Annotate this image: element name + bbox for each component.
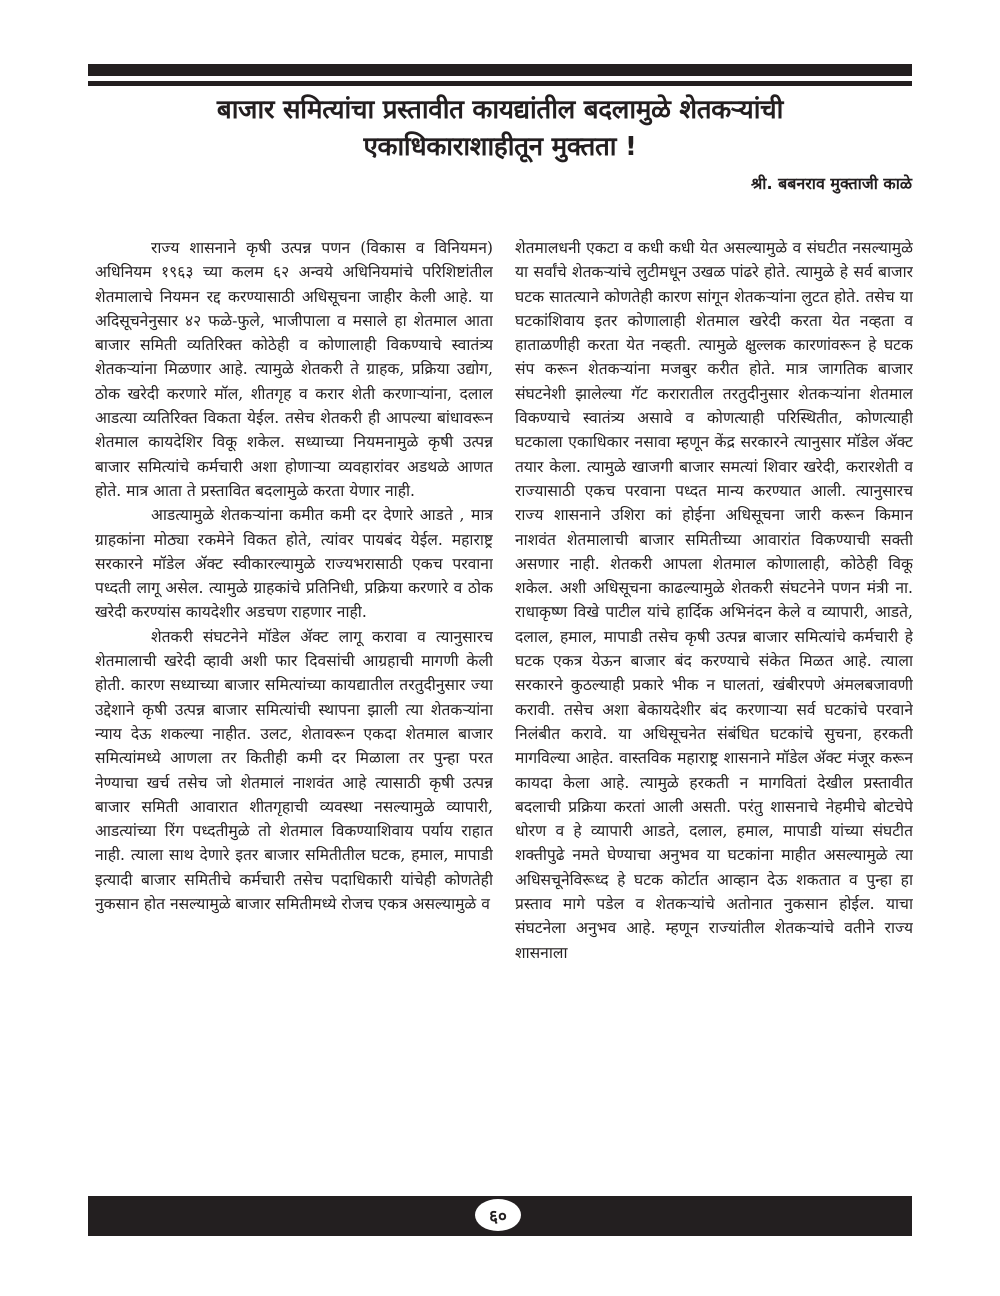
right-column [515,236,913,1186]
paragraph: आडत्यामुळे शेतकऱ्यांना कमीत कमी दर देणारे आडते , मात्र ग्राहकांना मोठ्या रकमेने विकत होते, त्यांवर पायबंद येईल. महाराष्ट्र सरकारने मॉडेल ॲक्ट स्वीकारल्यामुळे राज्यभरासाठी एकच परवाना पध्दती लागू असेल. त्यामुळे ग्राहकांचे प्रतिनिधी, प्रक्रिया करणारे व ठोक खरेदी करण्यांस कायदेशीर अडचण राहणार नाही. [95,506,493,622]
header-rule-thin [88,81,912,86]
article-title-line-2: एकाधिकाराशाहीतून मुक्तता ! [363,132,637,162]
article-title-line-1: बाजार समित्यांचा प्रस्तावीत कायद्यांतील बदलामुळे शेतकऱ्यांची [216,95,784,125]
paragraph: शेतमालधनी एकटा व कधी कधी येत असल्यामुळे व संघटीत नसल्यामुळे या सर्वांचे शेतकऱ्यांचे लुटीमधून उखळ पांढरे होते. त्यामुळे हे सर्व बाजार घटक सातत्याने कोणतेही कारण सांगून शेतकऱ्यांना लुटत होते. तसेच या घटकांशिवाय इतर कोणालाही शेतमाल खरेदी करता येत नव्हता व हाताळणीही करता येत नव्हती. त्यामुळे क्षुल्लक कारणांवरून हे घटक संप करून शेतकऱ्यांना मजबुर करीत होते. मात्र जागतिक बाजार संघटनेशी झालेल्या गॅट करारातील तरतुदीनुसार शेतकऱ्यांना शेतमाल विकण्याचे स्वातंत्र्य असावे व कोणत्याही परिस्थितीत, कोणत्याही घटकाला एकाधिकार नसावा म्हणून केंद्र सरकारने त्यानुसार मॉडेल ॲक्ट तयार केला. त्यामुळे खाजगी बाजार समत्यां शिवार खरेदी, करारशेती व राज्यासाठी एकच परवाना पध्दत मान्य करण्यात आली. त्यानुसारच राज्य शासनाने उशिरा कां होईना अधिसूचना जारी करून किमान नाशवंत शेतमालाची बाजार समितीच्या आवारांत विकण्याची सक्ती असणार नाही. शेतकरी आपला शेतमाल कोणालाही, कोठेही विकू शकेल. अशी अधिसूचना काढल्यामुळे शेतकरी संघटनेने पणन मंत्री ना. राधाकृष्ण विखे पाटील यांचे हार्दिक अभिनंदन केले व व्यापारी, आडते, दलाल, हमाल, मापाडी तसेच कृषी उत्पन्न बाजार समित्यांचे कर्मचारी हे घटक एकत्र येऊन बाजार बंद करण्याचे संकेत मिळत आहे. त्याला सरकारने कुठल्याही प्रकारे भीक न घालतां, खंबीरपणे अंमलबजावणी करावी. तसेच अशा बेकायदेशीर बंद करणाऱ्या सर्व घटकांचे परवाने निलंबीत करावे. या अधिसूचनेत संबंधित घटकांचे सुचना, हरकती मागविल्या आहेत. वास्तविक महाराष्ट्र शासनाने मॉडेल ॲक्ट मंजूर करून कायदा केला आहे. त्यामुळे हरकती न मागवितां देखील प्रस्तावीत बदलाची प्रक्रिया करतां आली असती. परंतु शासनाचे नेहमीचे बोटचेपे धोरण व हे व्यापारी आडते, दलाल, हमाल, मापाडी यांच्या संघटीत शक्तीपुढे नमते घेण्याचा अनुभव या घटकांना माहीत असल्यामुळे त्या अधिसचूनेविरूध्द हे घटक कोर्टात आव्हान देऊ शकतात व पुन्हा हा प्रस्ताव मागे पडेल व शेतकऱ्यांचे अतोनात नुकसान होईल. याचा संघटनेला अनुभव आहे. म्हणून राज्यांतील शेतकऱ्यांचे वतीने राज्य शासनाला [515,239,913,962]
paragraph: राज्य शासनाने कृषी उत्पन्न पणन (विकास व विनियमन) अधिनियम १९६३ च्या कलम ६२ अन्वये अधिनियमांचे परिशिष्टांतील शेतमालाचे नियमन रद्द करण्यासाठी अधिसूचना जाहीर केली आहे. या अदिसूचनेनुसार ४२ फळे-फुले, भाजीपाला व मसाले हा शेतमाल आता बाजार समिती व्यतिरिक्त कोठेही व कोणालाही विकण्याचे स्वातंत्र्य शेतकऱ्यांना मिळणार आहे. त्यामुळे शेतकरी ते ग्राहक, प्रक्रिया उद्योग, ठोक खरेदी करणारे मॉल, शीतगृह व करार शेती करणाऱ्यांना, दलाल आडत्या व्यतिरिक्त विकता येईल. तसेच शेतकरी ही आपल्या बांधावरून शेतमाल कायदेशिर विकू शकेल. सध्याच्या नियमनामुळे कृषी उत्पन्न बाजार समित्यांचे कर्मचारी अशा होणाऱ्या व्यवहारांवर अडथळे आणत होते. मात्र आता ते प्रस्तावित बदलामुळे करता येणार नाही. [95,239,493,500]
paragraph: शेतकरी संघटनेने मॉडेल ॲक्ट लागू करावा व त्यानुसारच शेतमालाची खरेदी व्हावी अशी फार दिवसांची आग्रहाची मागणी केली होती. कारण सध्याच्या बाजार समित्यांच्या कायद्यातील तरतुदीनुसार ज्या उद्देशाने कृषी उत्पन्न बाजार समित्यांची स्थापना झाली त्या शेतकऱ्यांना न्याय देऊ शकल्या नाहीत. उलट, शेतावरून एकदा शेतमाल बाजार समित्यांमध्ये आणला तर कितीही कमी दर मिळाला तर पुन्हा परत नेण्याचा खर्च तसेच जो शेतमालं नाशवंत आहे त्यासाठी कृषी उत्पन्न बाजार समिती आवारात शीतगृहाची व्यवस्था नसल्यामुळे व्यापारी, आडत्यांच्या रिंग पध्दतीमुळे तो शेतमाल विकण्याशिवाय पर्याय राहात नाही. त्याला साथ देणारे इतर बाजार समितीतील घटक, हमाल, मापाडी इत्यादी बाजार समितीचे कर्मचारी तसेच पदाधिकारी यांचेही कोणतेही नुकसान होत नसल्यामुळे बाजार समितीमध्ये रोजच एकत्र असल्यामुळे व [95,627,493,914]
article-body [95,236,913,1186]
article-title [88,92,912,166]
article-author: श्री. बबनराव मुक्ताजी काळे [750,174,912,193]
left-column [95,236,493,1186]
page-number: ६० [475,1199,521,1231]
header-rule-thick [88,64,912,76]
